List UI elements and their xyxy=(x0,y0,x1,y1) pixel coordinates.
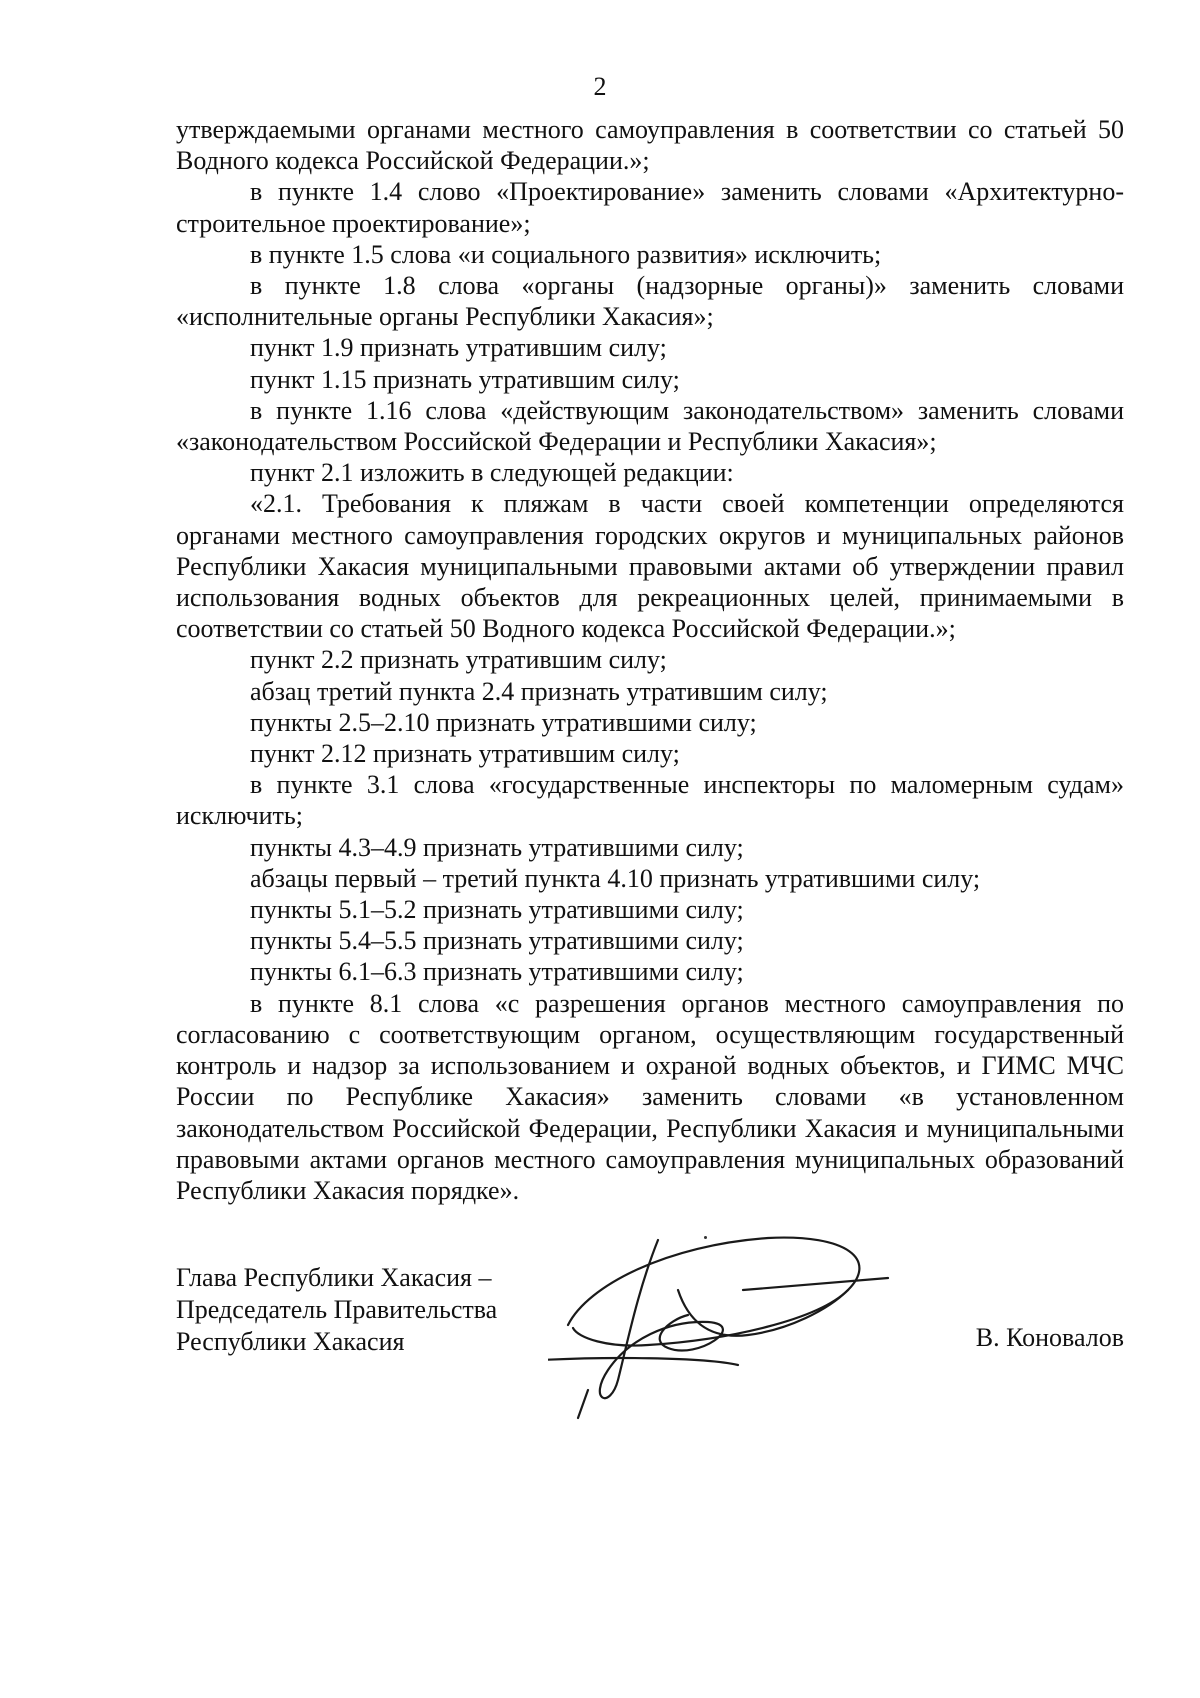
signatory-position-line: Республики Хакасия xyxy=(176,1327,405,1356)
signatory-position-line: Председатель Правительства xyxy=(176,1295,498,1324)
paragraph: пункты 2.5–2.10 признать утратившими силу; xyxy=(250,707,757,737)
signatory-position xyxy=(176,1262,497,1358)
signatory-position-line: Глава Республики Хакасия – xyxy=(176,1263,492,1292)
paragraph: пункт 2.12 признать утратившим силу; xyxy=(250,739,680,769)
paragraph: абзац третий пункта 2.4 признать утратившим силу; xyxy=(250,676,828,706)
paragraph: в пункте 1.4 слово «Проектирование» заменить словами «Архитектурно-строительное проектирование»; xyxy=(176,177,1124,238)
paragraph: в пункте 3.1 слова «государственные инспекторы по маломерным судам» исключить; xyxy=(176,770,1124,831)
paragraph: пункты 4.3–4.9 признать утратившими силу; xyxy=(250,832,744,862)
signatory-name: В. Коновалов xyxy=(975,1323,1124,1352)
paragraph: в пункте 8.1 слова «с разрешения органов местного самоуправления по согласованию с соответствующим органом, осуществляющим государственный контроль и надзор за использованием и охраной водных объектов, и ГИМС МЧС России по Республике Хакасия» заменить словами «в установленном законодательством Российской Федерации, Республики Хакасия и муниципальными правовыми актами органов местного самоуправления муниципальных образований Республики Хакасия порядке». xyxy=(176,988,1124,1205)
document-body xyxy=(176,114,1124,1206)
paragraph: пункт 1.15 признать утратившим силу; xyxy=(250,364,680,394)
paragraph: пункт 1.9 признать утратившим силу; xyxy=(250,333,667,363)
paragraph: абзацы первый – третий пункта 4.10 признать утратившими силу; xyxy=(250,863,981,893)
paragraph: в пункте 1.8 слова «органы (надзорные органы)» заменить словами «исполнительные органы Республики Хакасия»; xyxy=(176,271,1124,332)
paragraph: утверждаемыми органами местного самоуправления в соответствии со статьей 50 Водного кодекса Российской Федерации.»; xyxy=(176,115,1124,176)
paragraph: пункт 2.1 изложить в следующей редакции: xyxy=(250,458,734,488)
handwritten-signature xyxy=(548,1230,928,1430)
paragraph: в пункте 1.16 слова «действующим законодательством» заменить словами «законодательством Российской Федерации и Республики Хакасия»; xyxy=(176,395,1124,457)
page-number: 2 xyxy=(593,72,607,101)
paragraph: «2.1. Требования к пляжам в части своей компетенции определяются органами местного самоуправления городских округов и муниципальных районов Республики Хакасия муниципальными правовыми актами об утверждении правил использования водных объектов для рекреационных целей, принимаемыми в соответствии со статьей 50 Водного кодекса Российской Федерации.»; xyxy=(176,489,1124,644)
paragraph: пункты 6.1–6.3 признать утратившими силу; xyxy=(250,957,744,987)
paragraph: в пункте 1.5 слова «и социального развития» исключить; xyxy=(250,239,882,269)
paragraph: пункт 2.2 признать утратившим силу; xyxy=(250,645,667,675)
paragraph: пункты 5.4–5.5 признать утратившими силу; xyxy=(250,926,744,956)
paragraph: пункты 5.1–5.2 признать утратившими силу; xyxy=(250,895,744,925)
